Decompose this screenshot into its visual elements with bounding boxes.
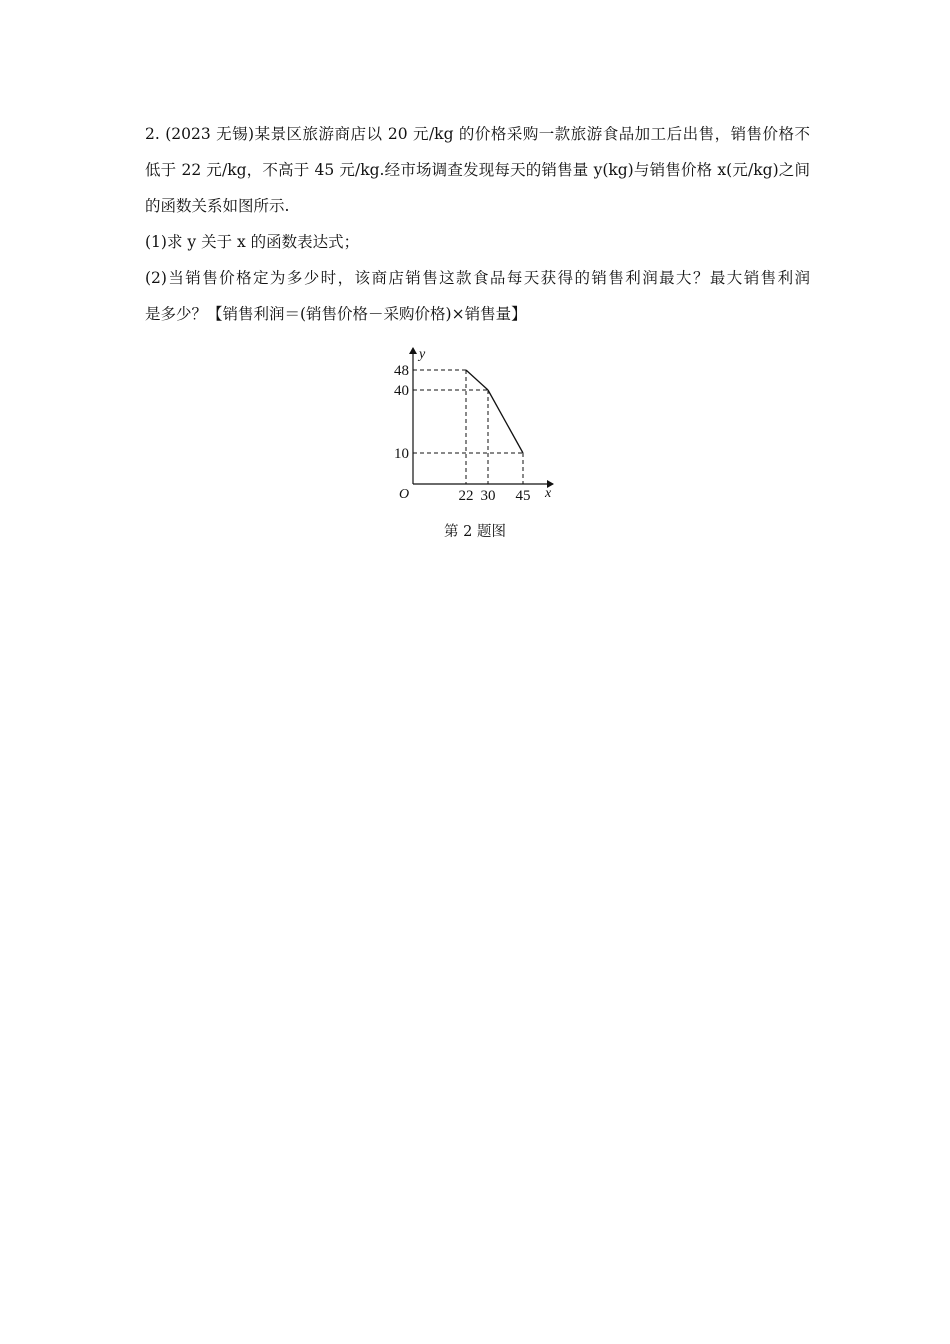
y-tick-label-40: 40 (394, 383, 409, 399)
question-2-line-2: 是多少？【销售利润＝(销售价格－采购价格)×销售量】 (145, 305, 527, 323)
y-axis-name: y (419, 347, 426, 362)
problem-line-3: 的函数关系如图所示. (145, 197, 290, 215)
question-2-line-1: (2)当销售价格定为多少时，该商店销售这款食品每天获得的销售利润最大？最大销售利润 (145, 269, 810, 287)
function-graph (385, 340, 565, 510)
y-tick-label-48: 48 (394, 363, 409, 379)
x-tick-label-22: 22 (458, 488, 474, 504)
x-tick-label-30: 30 (480, 488, 496, 504)
origin-label: O (399, 487, 410, 502)
graph-segment-2 (488, 390, 523, 453)
problem-line-2: 低于 22 元/kg，不高于 45 元/kg.经市场调查发现每天的销售量 y(kg)与销售价格 x(元/kg)之间 (145, 161, 810, 179)
graph-svg (385, 340, 565, 510)
graph-segment-1 (466, 370, 488, 390)
y-tick-label-10: 10 (394, 446, 409, 462)
question-1: (1)求 y 关于 x 的函数表达式； (145, 233, 360, 251)
problem-line-1: 2. (2023 无锡)某景区旅游商店以 20 元/kg 的价格采购一款旅游食品加工后出售，销售价格不 (145, 125, 810, 143)
problem-text (145, 116, 810, 332)
x-tick-label-45: 45 (515, 488, 531, 504)
x-axis-name: x (545, 486, 552, 501)
figure-caption: 第 2 题图 (444, 524, 506, 540)
